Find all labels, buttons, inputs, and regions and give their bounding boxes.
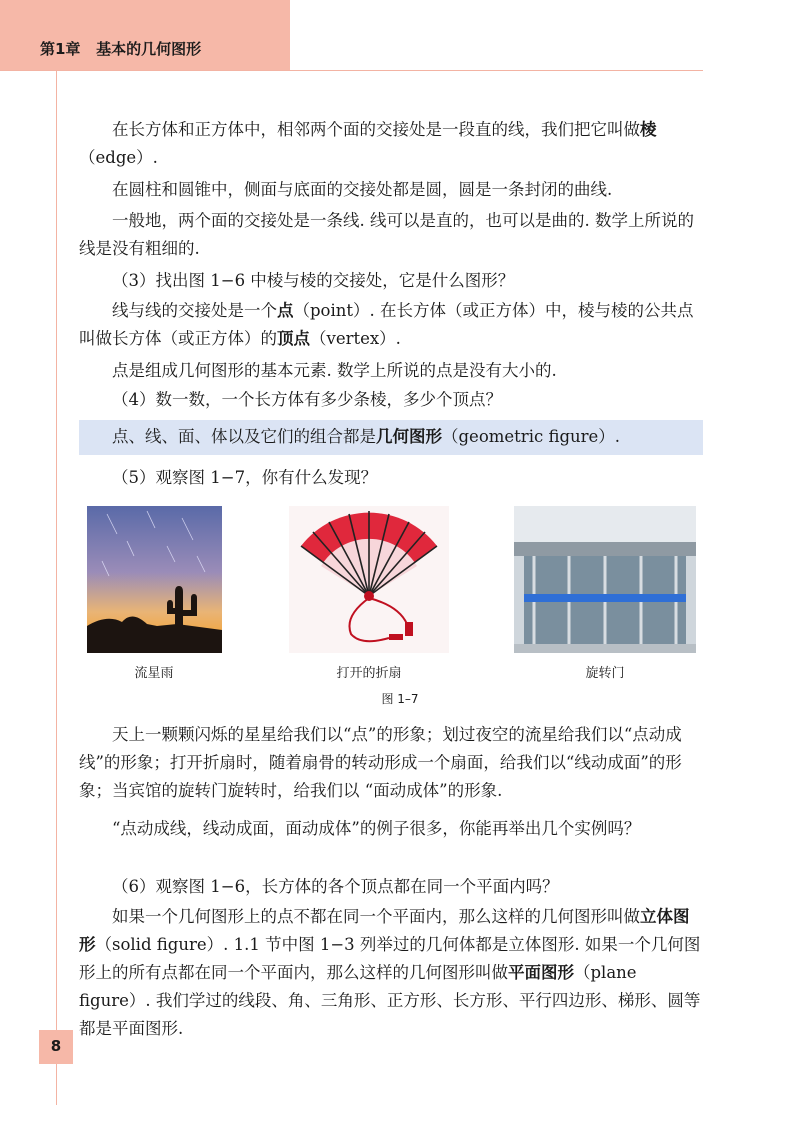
caption-folding-fan: 打开的折扇 (336, 666, 402, 681)
term-edge: 棱 (640, 120, 657, 139)
paragraph-line: 一般地，两个面的交接处是一条线. 线可以是直的，也可以是曲的. 数学上所说的线是没有粗细的. (79, 211, 694, 258)
paragraph-solid-plane: 如果一个几何图形上的点不都在同一个平面内，那么这样的几何图形叫做立体图形（solid figure）. 1.1 节中图 1−3 列举过的几何体都是立体图形. 如果一个几何图形上的所有点都在同一个平面内，那么这样的几何图形叫做平面图形（plane figure）. 我们学过的线段、角、三角形、正方形、长方形、平行四边形、梯形、圆等都是平面图形. (79, 907, 701, 1038)
caption-revolving-door: 旋转门 (585, 666, 625, 681)
question-3: （3）找出图 1−6 中棱与棱的交接处，它是什么图形？ (112, 271, 515, 290)
header-banner (0, 0, 290, 70)
term-geometric-figure: 几何图形 (376, 427, 442, 446)
page-number: 8 (50, 1037, 62, 1055)
revolving-door-photo (514, 506, 696, 653)
definition-text: 点、线、面、体以及它们的组合都是几何图形（geometric figure）. (112, 427, 621, 446)
term-solid-figure: 立体图形 (79, 907, 690, 954)
caption-meteor-shower: 流星雨 (134, 666, 174, 681)
margin-rule (56, 70, 57, 1105)
paragraph-point-element: 点是组成几何图形的基本元素. 数学上所说的点是没有大小的. (112, 361, 557, 380)
chapter-name: 基本的几何图形 (96, 40, 202, 58)
meteor-shower-photo (87, 506, 222, 653)
chapter-title (40, 38, 201, 59)
question-4: （4）数一数，一个长方体有多少条棱，多少个顶点？ (112, 390, 502, 409)
term-plane-figure: 平面图形 (508, 963, 574, 982)
term-vertex: 顶点 (277, 329, 310, 348)
term-point: 点 (277, 301, 294, 320)
question-5: （5）观察图 1−7，你有什么发现？ (112, 468, 378, 487)
paragraph-point: 线与线的交接处是一个点（point）. 在长方体（或正方体）中，棱与棱的公共点叫做长方体（或正方体）的顶点（vertex）. (79, 301, 694, 348)
paragraph-motion: 天上一颗颗闪烁的星星给我们以“点”的形象；划过夜空的流星给我们以“点动成线”的形象；打开折扇时，随着扇骨的转动形成一个扇面，给我们以“线动成面”的形象；当宾馆的旋转门旋转时，给我们以 “面动成体”的形象. (79, 725, 682, 800)
figure-label: 图 1–7 (381, 692, 419, 706)
paragraph-examples: “点动成线，线动成面，面动成体”的例子很多，你能再举出几个实例吗？ (112, 819, 641, 838)
header-rule (0, 70, 703, 71)
folding-fan-photo (289, 506, 449, 653)
paragraph-circle: 在圆柱和圆锥中，侧面与底面的交接处都是圆，圆是一条封闭的曲线. (112, 180, 613, 199)
question-6: （6）观察图 1−6，长方体的各个顶点都在同一个平面内吗？ (112, 877, 559, 896)
paragraph-edge: 在长方体和正方体中，相邻两个面的交接处是一段直的线，我们把它叫做棱（edge）. (79, 120, 657, 167)
chapter-number: 第1章 (40, 40, 81, 58)
